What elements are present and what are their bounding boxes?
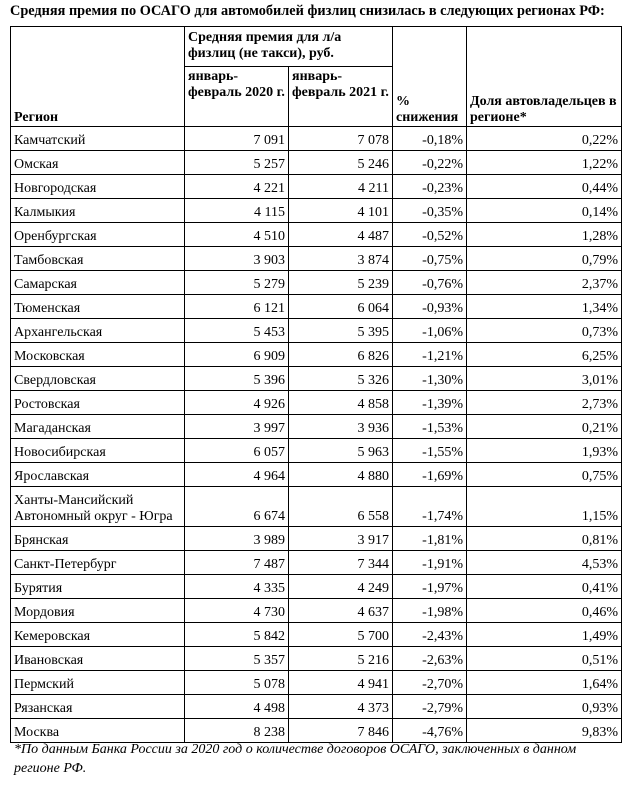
cell-region: Мордовия — [11, 599, 185, 623]
cell-owner-share: 0,51% — [467, 647, 622, 671]
cell-pct-decrease: -0,35% — [393, 199, 467, 223]
cell-owner-share: 0,22% — [467, 127, 622, 151]
cell-region: Пермский — [11, 671, 185, 695]
cell-premium-2020: 6 674 — [185, 487, 289, 527]
cell-premium-2020: 7 487 — [185, 551, 289, 575]
cell-owner-share: 3,01% — [467, 367, 622, 391]
cell-pct-decrease: -0,76% — [393, 271, 467, 295]
cell-premium-2021: 3 874 — [289, 247, 393, 271]
cell-owner-share: 1,93% — [467, 439, 622, 463]
cell-premium-2021: 3 936 — [289, 415, 393, 439]
cell-region: Ханты-Мансийский Автономный округ - Югра — [11, 487, 185, 527]
table-header — [11, 27, 622, 127]
cell-premium-2021: 4 373 — [289, 695, 393, 719]
cell-premium-2020: 5 842 — [185, 623, 289, 647]
cell-premium-2021: 5 246 — [289, 151, 393, 175]
table-row — [11, 223, 622, 247]
cell-premium-2020: 5 078 — [185, 671, 289, 695]
cell-pct-decrease: -0,22% — [393, 151, 467, 175]
cell-pct-decrease: -1,39% — [393, 391, 467, 415]
cell-region: Магаданская — [11, 415, 185, 439]
cell-pct-decrease: -1,21% — [393, 343, 467, 367]
cell-premium-2020: 5 453 — [185, 319, 289, 343]
cell-pct-decrease: -1,97% — [393, 575, 467, 599]
table-row — [11, 671, 622, 695]
table-row — [11, 415, 622, 439]
cell-pct-decrease: -2,43% — [393, 623, 467, 647]
cell-premium-2021: 4 858 — [289, 391, 393, 415]
cell-pct-decrease: -1,91% — [393, 551, 467, 575]
cell-premium-2020: 4 964 — [185, 463, 289, 487]
cell-region: Новгородская — [11, 175, 185, 199]
cell-owner-share: 2,37% — [467, 271, 622, 295]
cell-pct-decrease: -0,75% — [393, 247, 467, 271]
cell-pct-decrease: -2,79% — [393, 695, 467, 719]
header-owner-share: Доля автовладельцев в регионе* — [467, 27, 622, 127]
cell-owner-share: 2,73% — [467, 391, 622, 415]
cell-region: Свердловская — [11, 367, 185, 391]
cell-premium-2021: 5 395 — [289, 319, 393, 343]
table-row — [11, 391, 622, 415]
cell-premium-2021: 7 344 — [289, 551, 393, 575]
cell-pct-decrease: -1,30% — [393, 367, 467, 391]
table-row — [11, 247, 622, 271]
cell-premium-2020: 6 909 — [185, 343, 289, 367]
header-period-2020: январь-февраль 2020 г. — [185, 67, 289, 127]
cell-premium-2021: 4 101 — [289, 199, 393, 223]
cell-owner-share: 0,81% — [467, 527, 622, 551]
cell-premium-2021: 6 826 — [289, 343, 393, 367]
table-row — [11, 527, 622, 551]
cell-pct-decrease: -1,81% — [393, 527, 467, 551]
cell-premium-2020: 3 989 — [185, 527, 289, 551]
cell-region: Архангельская — [11, 319, 185, 343]
cell-owner-share: 0,46% — [467, 599, 622, 623]
cell-region: Москва — [11, 719, 185, 743]
cell-premium-2021: 4 487 — [289, 223, 393, 247]
cell-pct-decrease: -0,52% — [393, 223, 467, 247]
page-title: Средняя премия по ОСАГО для автомобилей физлиц снизилась в следующих регионах РФ: — [10, 3, 605, 19]
table-row — [11, 623, 622, 647]
cell-premium-2020: 4 115 — [185, 199, 289, 223]
table-row — [11, 487, 622, 527]
table-row — [11, 199, 622, 223]
cell-region: Тюменская — [11, 295, 185, 319]
cell-owner-share: 1,49% — [467, 623, 622, 647]
cell-premium-2021: 5 963 — [289, 439, 393, 463]
cell-region: Самарская — [11, 271, 185, 295]
cell-premium-2021: 6 558 — [289, 487, 393, 527]
cell-premium-2020: 3 903 — [185, 247, 289, 271]
cell-owner-share: 6,25% — [467, 343, 622, 367]
cell-premium-2020: 4 221 — [185, 175, 289, 199]
table-row — [11, 575, 622, 599]
cell-premium-2020: 6 057 — [185, 439, 289, 463]
cell-premium-2021: 6 064 — [289, 295, 393, 319]
cell-region: Новосибирская — [11, 439, 185, 463]
table-row — [11, 295, 622, 319]
table-row — [11, 175, 622, 199]
cell-premium-2020: 5 279 — [185, 271, 289, 295]
premium-table — [10, 26, 622, 743]
cell-premium-2020: 6 121 — [185, 295, 289, 319]
cell-premium-2020: 8 238 — [185, 719, 289, 743]
cell-region: Московская — [11, 343, 185, 367]
table-row — [11, 151, 622, 175]
cell-premium-2021: 5 239 — [289, 271, 393, 295]
cell-premium-2020: 5 257 — [185, 151, 289, 175]
table-row — [11, 551, 622, 575]
cell-owner-share: 0,93% — [467, 695, 622, 719]
cell-region: Брянская — [11, 527, 185, 551]
cell-owner-share: 4,53% — [467, 551, 622, 575]
cell-premium-2021: 5 216 — [289, 647, 393, 671]
cell-owner-share: 0,75% — [467, 463, 622, 487]
cell-premium-2020: 4 730 — [185, 599, 289, 623]
cell-pct-decrease: -1,53% — [393, 415, 467, 439]
cell-owner-share: 1,15% — [467, 487, 622, 527]
header-premium-group: Средняя премия для л/а физлиц (не такси), руб. — [185, 27, 393, 67]
table-row — [11, 647, 622, 671]
cell-pct-decrease: -1,98% — [393, 599, 467, 623]
cell-owner-share: 0,79% — [467, 247, 622, 271]
cell-premium-2020: 4 498 — [185, 695, 289, 719]
header-region: Регион — [11, 27, 185, 127]
table-body — [11, 127, 622, 743]
footnote: *По данным Банка России за 2020 год о количестве договоров ОСАГО, заключенных в данном регионе РФ. — [14, 742, 577, 776]
cell-premium-2021: 4 249 — [289, 575, 393, 599]
header-pct-decrease: % снижения — [393, 27, 467, 127]
cell-region: Рязанская — [11, 695, 185, 719]
cell-region: Камчатский — [11, 127, 185, 151]
table-row — [11, 343, 622, 367]
cell-pct-decrease: -0,93% — [393, 295, 467, 319]
cell-owner-share: 1,22% — [467, 151, 622, 175]
cell-premium-2021: 4 637 — [289, 599, 393, 623]
cell-owner-share: 1,64% — [467, 671, 622, 695]
table-row — [11, 127, 622, 151]
cell-premium-2020: 7 091 — [185, 127, 289, 151]
table-row — [11, 719, 622, 743]
cell-premium-2020: 4 926 — [185, 391, 289, 415]
cell-region: Тамбовская — [11, 247, 185, 271]
cell-region: Ярославская — [11, 463, 185, 487]
cell-region: Санкт-Петербург — [11, 551, 185, 575]
cell-owner-share: 0,21% — [467, 415, 622, 439]
cell-pct-decrease: -2,63% — [393, 647, 467, 671]
table-row — [11, 319, 622, 343]
cell-premium-2021: 7 078 — [289, 127, 393, 151]
table-row — [11, 439, 622, 463]
cell-owner-share: 0,73% — [467, 319, 622, 343]
table-row — [11, 463, 622, 487]
cell-pct-decrease: -1,55% — [393, 439, 467, 463]
cell-premium-2021: 4 880 — [289, 463, 393, 487]
cell-region: Бурятия — [11, 575, 185, 599]
cell-premium-2021: 7 846 — [289, 719, 393, 743]
cell-premium-2020: 4 510 — [185, 223, 289, 247]
cell-pct-decrease: -0,23% — [393, 175, 467, 199]
cell-owner-share: 0,41% — [467, 575, 622, 599]
table-row — [11, 695, 622, 719]
header-period-2021: январь-февраль 2021 г. — [289, 67, 393, 127]
cell-region: Ростовская — [11, 391, 185, 415]
table-row — [11, 599, 622, 623]
cell-region: Ивановская — [11, 647, 185, 671]
table-row — [11, 271, 622, 295]
cell-region: Омская — [11, 151, 185, 175]
cell-owner-share: 1,28% — [467, 223, 622, 247]
cell-premium-2021: 4 941 — [289, 671, 393, 695]
cell-premium-2021: 5 700 — [289, 623, 393, 647]
cell-owner-share: 0,14% — [467, 199, 622, 223]
cell-pct-decrease: -1,06% — [393, 319, 467, 343]
cell-premium-2020: 3 997 — [185, 415, 289, 439]
cell-premium-2021: 5 326 — [289, 367, 393, 391]
cell-region: Оренбургская — [11, 223, 185, 247]
cell-premium-2021: 3 917 — [289, 527, 393, 551]
cell-pct-decrease: -1,74% — [393, 487, 467, 527]
table-row — [11, 367, 622, 391]
cell-premium-2020: 5 357 — [185, 647, 289, 671]
cell-premium-2020: 5 396 — [185, 367, 289, 391]
cell-region: Калмыкия — [11, 199, 185, 223]
cell-owner-share: 1,34% — [467, 295, 622, 319]
cell-pct-decrease: -0,18% — [393, 127, 467, 151]
cell-owner-share: 9,83% — [467, 719, 622, 743]
cell-pct-decrease: -4,76% — [393, 719, 467, 743]
cell-region: Кемеровская — [11, 623, 185, 647]
cell-premium-2020: 4 335 — [185, 575, 289, 599]
cell-owner-share: 0,44% — [467, 175, 622, 199]
cell-pct-decrease: -1,69% — [393, 463, 467, 487]
cell-premium-2021: 4 211 — [289, 175, 393, 199]
cell-pct-decrease: -2,70% — [393, 671, 467, 695]
